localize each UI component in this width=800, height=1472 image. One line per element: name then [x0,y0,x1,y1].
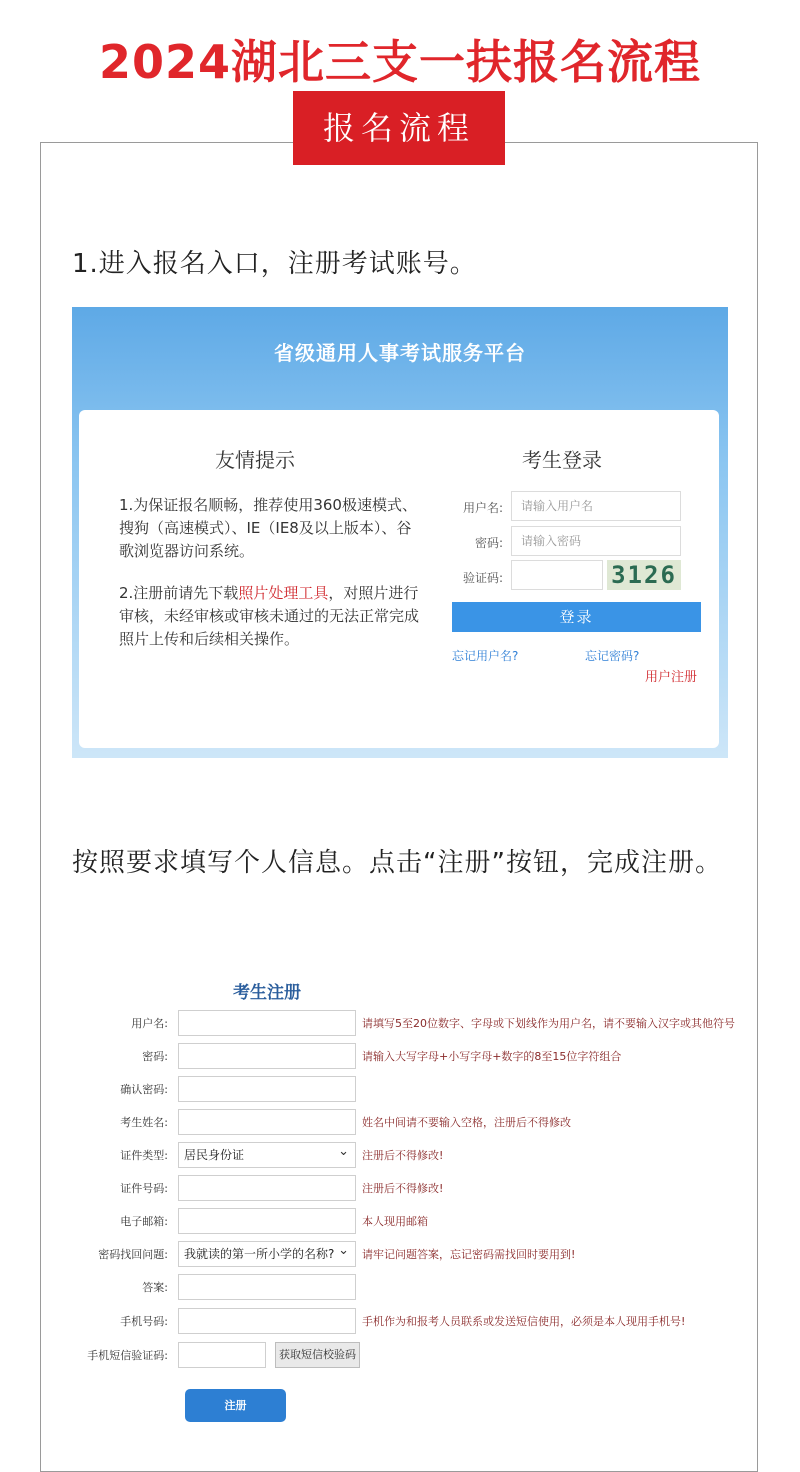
step1-text: 1.进入报名入口，注册考试账号。 [72,249,477,279]
reg-hint: 本人现用邮箱 [362,1215,428,1228]
username-label: 用户名: [462,501,503,515]
reg-hint: 手机作为和报考人员联系或发送短信使用，必须是本人现用手机号! [362,1315,686,1328]
reg-hint: 注册后不得修改! [362,1149,444,1162]
id-number-field[interactable] [178,1175,356,1201]
reg-label: 答案: [142,1281,168,1294]
get-sms-code-button[interactable]: 获取短信校验码 [275,1342,360,1368]
tip-2-suffix: ，对照片进行审核，未经审核或审核未通过的无法正常完成照片上传和后续相关操作。 [119,584,420,648]
reg-hint: 注册后不得修改! [362,1182,444,1195]
login-title: 考生登录 [522,448,602,472]
reg-hint: 请输入大写字母+小写字母+数字的8至15位字符组合 [362,1050,622,1063]
password-field[interactable] [178,1043,356,1069]
registration-title: 考生注册 [233,983,301,1003]
reg-row-sms-code [0,1342,800,1372]
reg-row-phone [0,1308,800,1338]
reg-label: 密码: [142,1050,168,1063]
forgot-username-link[interactable]: 忘记用户名? [452,649,519,663]
phone-field[interactable] [178,1308,356,1334]
register-button[interactable]: 注册 [185,1389,286,1422]
reg-label: 手机短信验证码: [87,1349,168,1362]
reg-row-username [0,1010,800,1040]
reg-row-email [0,1208,800,1238]
sms-code-field[interactable] [178,1342,266,1368]
confirm-password-field[interactable] [178,1076,356,1102]
id-type-select[interactable]: 居民身份证 ⌄ [178,1142,356,1168]
forgot-password-link[interactable]: 忘记密码? [585,649,640,663]
captcha-image[interactable]: 3126 [607,560,681,590]
reg-row-security-question [0,1241,800,1271]
reg-row-name [0,1109,800,1139]
username-field[interactable] [178,1010,356,1036]
reg-row-answer [0,1274,800,1304]
reg-hint: 请牢记问题答案，忘记密码需找回时要用到! [362,1248,576,1261]
captcha-input[interactable] [511,560,603,590]
reg-label: 手机号码: [120,1315,168,1328]
reg-hint: 请填写5至20位数字、字母或下划线作为用户名，请不要输入汉字或其他符号 [362,1017,735,1030]
login-button[interactable]: 登录 [452,602,701,632]
section-tag: 报名流程 [293,91,505,165]
portal-title: 省级通用人事考试服务平台 [274,341,526,365]
portal-card [79,410,719,748]
reg-label: 确认密码: [120,1083,168,1096]
tip-2 [119,582,419,651]
reg-label: 电子邮箱: [120,1215,168,1228]
tips-title: 友情提示 [215,448,295,472]
portal-screenshot [72,307,728,758]
reg-label: 考生姓名: [120,1116,168,1129]
name-field[interactable] [178,1109,356,1135]
reg-hint: 姓名中间请不要输入空格，注册后不得修改 [362,1116,571,1129]
tip-2-prefix: 2.注册前请先下载 [119,584,239,602]
reg-label: 用户名: [131,1017,168,1030]
photo-tool-link[interactable]: 照片处理工具 [238,584,329,602]
reg-label: 证件号码: [120,1182,168,1195]
step2-text: 按照要求填写个人信息。点击“注册”按钮，完成注册。 [72,848,722,878]
reg-label: 密码找回问题: [98,1248,168,1261]
tip-1: 1.为保证报名顺畅，推荐使用360极速模式、搜狗（高速模式）、IE（IE8及以上版本）、谷歌浏览器访问系统。 [119,496,417,560]
security-question-select[interactable]: 我就读的第一所小学的名称? ⌄ [178,1241,356,1267]
reg-row-confirm-password [0,1076,800,1106]
answer-field[interactable] [178,1274,356,1300]
register-link[interactable]: 用户注册 [645,670,698,685]
email-field[interactable] [178,1208,356,1234]
reg-label: 证件类型: [120,1149,168,1162]
password-label: 密码: [474,536,503,550]
captcha-label: 验证码: [462,571,503,585]
username-input[interactable]: 请输入用户名 [511,491,681,521]
reg-row-id-number [0,1175,800,1205]
page-title: 2024湖北三支一扶报名流程 [98,35,702,89]
reg-row-password [0,1043,800,1073]
reg-row-id-type [0,1142,800,1172]
password-input[interactable]: 请输入密码 [511,526,681,556]
